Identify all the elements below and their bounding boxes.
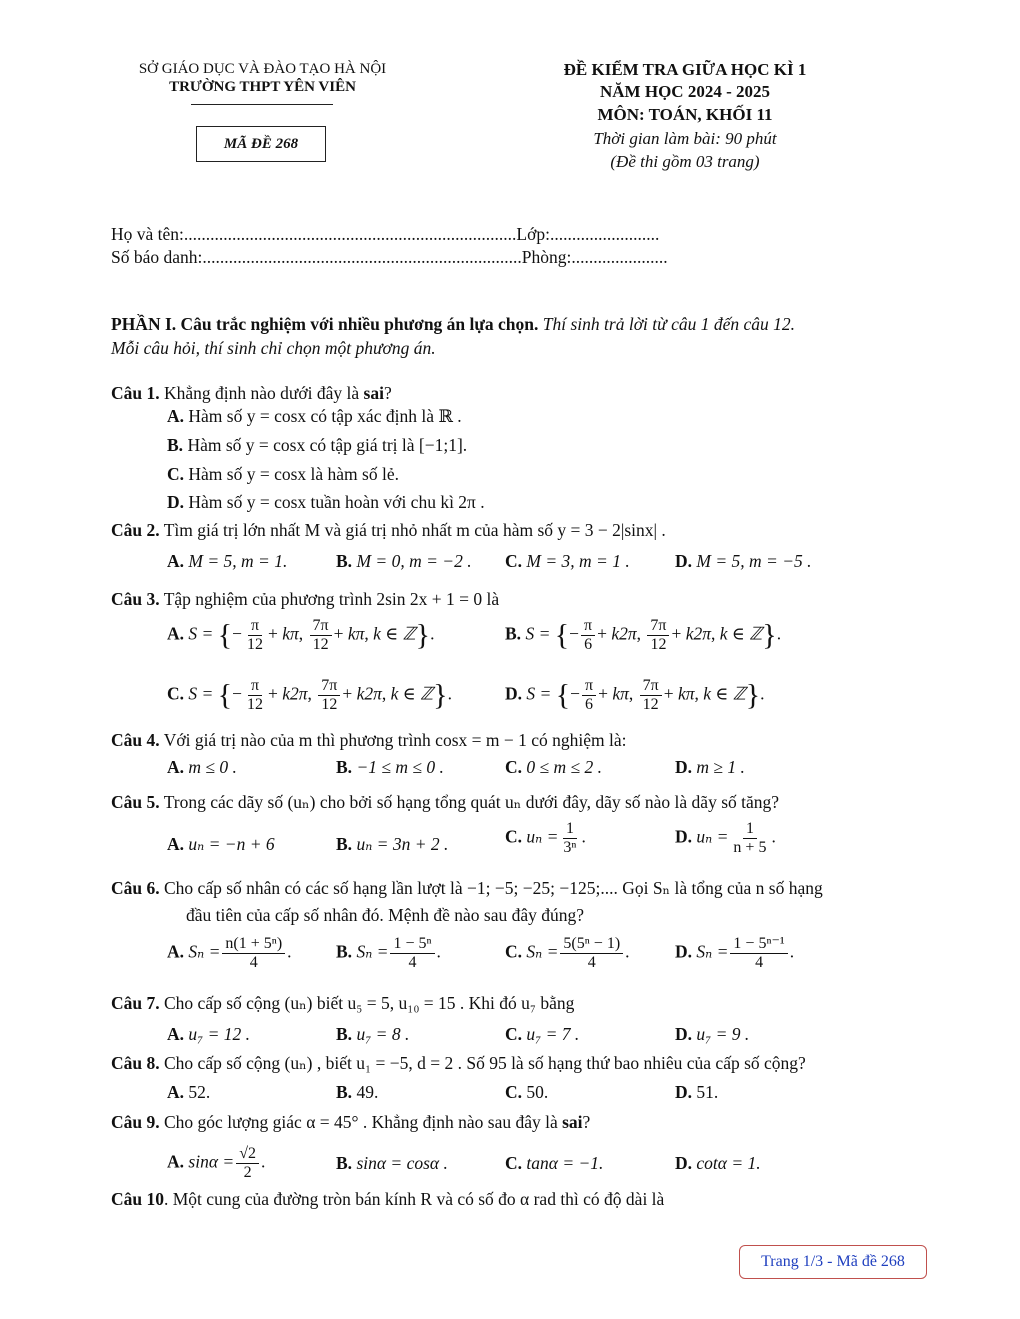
option-text: Hàm số y = cosx tuần hoàn với chu kì 2π . <box>188 492 485 512</box>
question-emphasis: sai <box>562 1112 583 1132</box>
question-8 <box>111 1051 806 1075</box>
option-text: 50. <box>526 1082 549 1102</box>
q4-option-b[interactable] <box>336 755 444 779</box>
question-label: Câu 3. <box>111 589 160 609</box>
option-label: D. <box>675 941 693 962</box>
q8-option-c[interactable] <box>505 1080 548 1104</box>
q8-option-d[interactable] <box>675 1080 718 1104</box>
period-term: k2π <box>611 623 637 644</box>
q9-option-d[interactable] <box>675 1151 761 1175</box>
question-6 <box>111 876 823 900</box>
question-label: Câu 10 <box>111 1189 164 1209</box>
option-text: m ≤ 0 . <box>188 757 237 777</box>
q6-option-a[interactable]: A. Sₙ = $\frac{\text{n(1 + 5ⁿ)}}{4}$ . <box>167 935 292 971</box>
school-year: NĂM HỌC 2024 - 2025 <box>600 82 770 101</box>
option-text: cotα = 1. <box>696 1153 761 1173</box>
fraction-numerator: π <box>248 677 262 696</box>
question-text: Khẳng định nào dưới đây là <box>164 383 360 403</box>
q3-option-a[interactable]: A. S = {− $\frac{\pi}{12}$ + kπ, $\frac{7\pi}{12}$ + kπ, k ∈ ℤ}. <box>167 617 435 653</box>
question-7 <box>111 991 574 1015</box>
option-text: u₇ = 12 . <box>188 1024 251 1044</box>
option-label: D. <box>167 492 185 512</box>
period-term: kπ <box>347 623 365 644</box>
subject: MÔN: TOÁN, KHỐI 11 <box>597 105 773 124</box>
q7-option-a[interactable] <box>167 1022 250 1046</box>
question-label: Câu 2. <box>111 520 160 540</box>
question-label: Câu 1. <box>111 383 160 403</box>
question-text: Cho cấp số nhân có các số hạng lần lượt là −1; −5; −25; −125;.... Gọi Sₙ là tổng của n số hạng <box>164 878 823 898</box>
q2-option-c[interactable] <box>505 549 630 573</box>
q6-option-b[interactable]: B. Sₙ = $\frac{\text{1 − 5ⁿ}}{4}$ . <box>336 935 441 971</box>
option-label: B. <box>336 551 353 571</box>
part1-instruction: Thí sinh trả lời từ câu 1 đến câu 12. <box>542 314 795 334</box>
question-label: Câu 7. <box>111 993 160 1013</box>
fraction-denominator: 12 <box>312 636 329 653</box>
option-label: C. <box>167 464 185 484</box>
q6-option-c[interactable]: C. Sₙ = $\frac{\text{5(5ⁿ − 1)}}{4}$ . <box>505 935 630 971</box>
period-term: kπ <box>282 623 299 644</box>
option-label: A. <box>167 834 185 854</box>
q4-option-d[interactable] <box>675 755 745 779</box>
period-term: k2π <box>356 683 382 704</box>
question-label: Câu 4. <box>111 730 160 750</box>
fraction-denominator: 4 <box>755 954 764 971</box>
question-text: Cho cấp số cộng (uₙ) , biết u₁ = −5, d = 2 . Số 95 là số hạng thứ bao nhiêu của cấp số cộng? <box>164 1053 806 1073</box>
option-label: C. <box>505 826 523 847</box>
question-text: Tìm giá trị lớn nhất M và giá trị nhỏ nhất m của hàm số y = 3 − 2|sinx| . <box>163 520 666 540</box>
option-text: u₇ = 7 . <box>526 1024 580 1044</box>
option-text: 52. <box>188 1082 211 1102</box>
department-name: SỞ GIÁO DỤC VÀ ĐÀO TẠO HÀ NỘI <box>138 61 387 77</box>
option-label: A. <box>167 757 185 777</box>
option-text: M = 5, m = −5 . <box>696 551 812 571</box>
period-term: kπ <box>612 683 629 704</box>
fraction-numerator: 1 <box>563 820 577 839</box>
fraction-denominator: 12 <box>246 696 263 713</box>
q7-option-b[interactable] <box>336 1022 409 1046</box>
fraction-denominator: n + 5 <box>733 839 767 856</box>
q7-option-d[interactable] <box>675 1022 749 1046</box>
option-label: A. <box>167 1082 185 1102</box>
fraction-denominator: 12 <box>650 636 667 653</box>
q8-option-a[interactable] <box>167 1080 210 1104</box>
student-id-line: Số báo danh:.........................................................................Phòng:...................... <box>111 247 668 267</box>
option-label: B. <box>167 435 184 455</box>
question-label: Câu 6. <box>111 878 160 898</box>
fraction-denominator: 12 <box>642 696 659 713</box>
option-label: D. <box>675 1153 693 1173</box>
fraction-denominator: 6 <box>584 636 593 653</box>
option-label: D. <box>675 826 693 847</box>
option-text: u₇ = 9 . <box>696 1024 750 1044</box>
q3-option-c[interactable]: C. S = {− $\frac{\pi}{12}$ + k2π, $\frac{7\pi}{12}$ + k2π, k ∈ ℤ}. <box>167 677 452 713</box>
option-text: M = 5, m = 1. <box>188 551 288 571</box>
option-text: Hàm số y = cosx có tập xác định là ℝ . <box>188 406 462 426</box>
option-text: m ≥ 1 . <box>696 757 745 777</box>
option-text: M = 3, m = 1 . <box>526 551 630 571</box>
q5-option-d[interactable]: D. uₙ = $\frac{1}{n + 5}$ . <box>675 820 776 856</box>
q5-option-c[interactable]: C. uₙ = $\frac{1}{\text{3ⁿ}}$ . <box>505 820 586 856</box>
q5-option-b[interactable] <box>336 832 448 856</box>
option-text: uₙ = 3n + 2 . <box>356 834 449 854</box>
option-text: M = 0, m = −2 . <box>356 551 472 571</box>
duration: Thời gian làm bài: 90 phút <box>593 129 777 148</box>
question-1 <box>111 381 392 405</box>
option-label: C. <box>505 757 523 777</box>
option-label: D. <box>675 551 693 571</box>
q8-option-b[interactable] <box>336 1080 378 1104</box>
option-label: D. <box>675 1024 693 1044</box>
question-3 <box>111 587 499 611</box>
fraction-numerator: √2 <box>236 1145 259 1164</box>
question-emphasis: sai <box>363 383 384 403</box>
option-label: C. <box>505 1024 523 1044</box>
option-text: −1 ≤ m ≤ 0 . <box>356 757 444 777</box>
q5-option-a[interactable] <box>167 832 275 856</box>
fraction-denominator: 6 <box>585 696 594 713</box>
fraction-numerator: π <box>582 677 596 696</box>
question-text: . Một cung của đường tròn bán kính R và có số đo α rad thì có độ dài là <box>164 1189 665 1209</box>
option-prefix: sinα = <box>188 1151 235 1172</box>
period-term: kπ <box>677 683 695 704</box>
fraction-denominator: 4 <box>249 954 258 971</box>
fraction-denominator: 12 <box>321 696 338 713</box>
option-text: Hàm số y = cosx có tập giá trị là [−1;1]. <box>187 435 468 455</box>
option-label: C. <box>505 1153 523 1173</box>
option-text: 51. <box>696 1082 719 1102</box>
exam-code-box <box>196 126 326 162</box>
fraction-numerator: 1 − 5ⁿ <box>390 935 434 954</box>
fraction-numerator: 7π <box>640 677 662 696</box>
question-5 <box>111 790 779 814</box>
fraction-denominator: 2 <box>243 1164 252 1181</box>
question-text: Cho góc lượng giác α = 45° . Khẳng định nào sau đây là <box>164 1112 558 1132</box>
option-label: A. <box>167 941 185 962</box>
q2-option-b[interactable] <box>336 549 472 573</box>
question-6-continued: đầu tiên của cấp số nhân đó. Mệnh đề nào sau đây đúng? <box>186 905 585 925</box>
fraction-numerator: n(1 + 5ⁿ) <box>222 935 285 954</box>
fraction-denominator: 12 <box>246 636 263 653</box>
part1-heading <box>111 312 795 336</box>
option-label: A. <box>167 1151 185 1172</box>
option-label: B. <box>505 623 522 644</box>
fraction-numerator: 7π <box>318 677 340 696</box>
q1-option-b[interactable] <box>167 433 467 457</box>
header-divider <box>191 104 333 105</box>
part1-title: PHẦN I. Câu trắc nghiệm với nhiều phương án lựa chọn. <box>111 314 539 334</box>
page-footer <box>739 1245 927 1279</box>
option-label: B. <box>336 1024 353 1044</box>
student-name-line: Họ và tên:............................................................................Lớp:......................... <box>111 224 660 244</box>
q3-option-d[interactable]: D. S = {− $\frac{\pi}{6}$ + kπ, $\frac{7\pi}{12}$ + kπ, k ∈ ℤ}. <box>505 677 765 713</box>
option-label: D. <box>675 757 693 777</box>
option-label: B. <box>336 1082 353 1102</box>
option-text: u₇ = 8 . <box>356 1024 410 1044</box>
period-term: k2π <box>685 623 712 644</box>
fraction-denominator: 3ⁿ <box>563 839 577 856</box>
question-text: Trong các dãy số (uₙ) cho bởi số hạng tổng quát uₙ dưới đây, dãy số nào là dãy số tăng? <box>163 792 780 812</box>
q2-option-d[interactable] <box>675 549 812 573</box>
option-label: A. <box>167 623 185 644</box>
question-text: Với giá trị nào của m thì phương trình cosx = m − 1 có nghiệm là: <box>163 730 627 750</box>
option-label: C. <box>505 551 523 571</box>
option-label: A. <box>167 1024 185 1044</box>
school-name: TRƯỜNG THPT YÊN VIÊN <box>169 79 356 95</box>
q1-option-d[interactable] <box>167 490 485 514</box>
q4-option-a[interactable] <box>167 755 237 779</box>
fraction-denominator: 4 <box>587 954 596 971</box>
question-label: Câu 9. <box>111 1112 160 1132</box>
question-9 <box>111 1110 590 1134</box>
option-label: C. <box>505 1082 523 1102</box>
option-text: sinα = cosα . <box>356 1153 448 1173</box>
q1-option-a[interactable] <box>167 404 462 428</box>
option-label: A. <box>167 406 185 426</box>
part1-instruction-2: Mỗi câu hỏi, thí sinh chỉ chọn một phương án. <box>111 338 436 358</box>
option-label: B. <box>336 757 353 777</box>
question-2 <box>111 518 666 542</box>
option-label: B. <box>336 941 353 962</box>
pages-note: (Đề thi gồm 03 trang) <box>610 152 760 171</box>
exam-code: MÃ ĐỀ 268 <box>223 135 299 152</box>
question-end: ? <box>383 383 392 403</box>
page-number: Trang 1/3 - Mã đề 268 <box>761 1253 905 1270</box>
question-text: Cho cấp số cộng (uₙ) biết u₅ = 5, u₁₀ = 15 . Khi đó u₇ bằng <box>164 993 575 1013</box>
question-4 <box>111 728 626 752</box>
fraction-numerator: 7π <box>310 617 332 636</box>
fraction-denominator: 4 <box>408 954 417 971</box>
option-text: tanα = −1. <box>526 1153 604 1173</box>
question-end: ? <box>582 1112 591 1132</box>
option-label: B. <box>336 1153 353 1173</box>
question-label: Câu 5. <box>111 792 160 812</box>
option-label: D. <box>505 683 523 704</box>
option-label: C. <box>505 941 523 962</box>
question-label: Câu 8. <box>111 1053 160 1073</box>
question-text: Tập nghiệm của phương trình 2sin 2x + 1 = 0 là <box>163 589 500 609</box>
q1-option-c[interactable] <box>167 462 399 486</box>
q2-option-a[interactable] <box>167 549 287 573</box>
question-10 <box>111 1187 664 1211</box>
option-label: B. <box>336 834 353 854</box>
option-label: A. <box>167 551 185 571</box>
exam-title: ĐỀ KIỂM TRA GIỮA HỌC KÌ 1 <box>563 60 807 79</box>
fraction-numerator: 1 − 5ⁿ⁻¹ <box>730 935 787 954</box>
q7-option-c[interactable] <box>505 1022 579 1046</box>
fraction-numerator: 5(5ⁿ − 1) <box>560 935 623 954</box>
q9-option-b[interactable] <box>336 1151 448 1175</box>
option-text: 0 ≤ m ≤ 2 . <box>526 757 602 777</box>
q9-option-c[interactable] <box>505 1151 603 1175</box>
option-label: C. <box>167 683 185 704</box>
fraction-numerator: 7π <box>647 617 669 636</box>
q9-option-a[interactable]: A. sinα = $\frac{√2}{2}$ . <box>167 1145 266 1181</box>
option-label: D. <box>675 1082 693 1102</box>
q3-option-b[interactable]: B. S = {− $\frac{\pi}{6}$ + k2π, $\frac{7\pi}{12}$ + k2π, k ∈ ℤ}. <box>505 617 782 653</box>
fraction-numerator: π <box>248 617 262 636</box>
q4-option-c[interactable] <box>505 755 602 779</box>
option-text: 49. <box>356 1082 379 1102</box>
fraction-numerator: π <box>581 617 595 636</box>
q6-option-d[interactable]: D. Sₙ = $\frac{\text{1 − 5ⁿ⁻¹}}{4}$ . <box>675 935 795 971</box>
fraction-numerator: 1 <box>743 820 757 839</box>
option-text: uₙ = −n + 6 <box>188 834 275 854</box>
period-term: k2π <box>282 683 308 704</box>
option-text: Hàm số y = cosx là hàm số lẻ. <box>188 464 399 484</box>
